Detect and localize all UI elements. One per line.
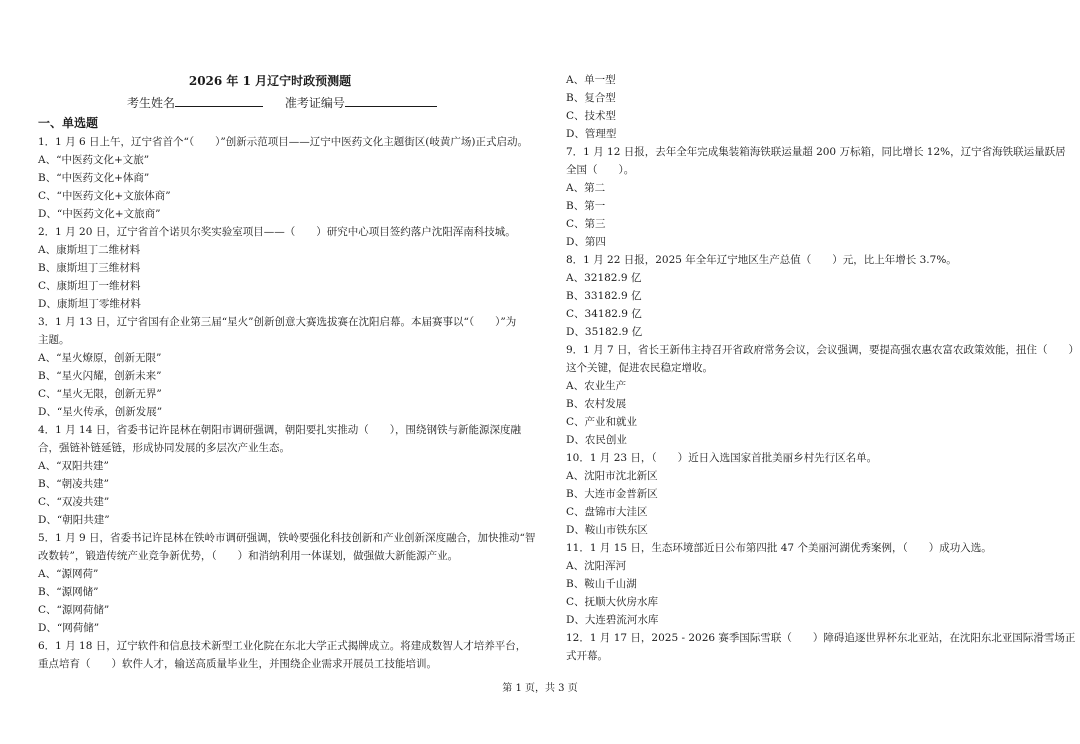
option-b: B、33182.9 亿	[566, 290, 642, 302]
question-stem: 4．1 月 14 日，省委书记许昆林在朝阳市调研强调，朝阳要扎实推动（ ），围绕钢铁与新能源深度融	[38, 424, 521, 436]
option-c: C、“双凌共建”	[38, 496, 110, 508]
option-d: D、大连碧流河水库	[566, 614, 659, 626]
question-stem: 9．1 月 7 日，省长王新伟主持召开省政府常务会议，会议强调，要提高强农惠农富农政策效能，扭住（ ）	[566, 344, 1080, 356]
option-a: A、沈阳浑河	[566, 560, 627, 572]
option-a: A、“源网荷”	[38, 568, 99, 580]
option-c: C、“源网荷储”	[38, 604, 110, 616]
option-b: B、大连市金普新区	[566, 488, 658, 500]
question-stem: 10．1 月 23 日，（ ）近日入选国家首批美丽乡村先行区名单。	[566, 452, 878, 464]
option-c: C、抚顺大伙房水库	[566, 596, 659, 608]
option-a: A、“双阳共建”	[38, 460, 109, 472]
option-a: A、沈阳市沈北新区	[566, 470, 658, 482]
ticket-number-label: 准考证编号	[284, 96, 345, 110]
option-b: B、“中医药文化+体商”	[38, 172, 150, 184]
option-b: B、农村发展	[566, 398, 627, 410]
option-d: D、管理型	[566, 128, 617, 140]
option-c: C、“星火无限，创新无界”	[38, 388, 162, 400]
option-b: B、“朝凌共建”	[38, 478, 109, 490]
option-a: A、“星火燎原，创新无限”	[38, 352, 162, 364]
question-stem-continued: 全国（ ）。	[566, 164, 635, 176]
option-d: D、35182.9 亿	[566, 326, 643, 338]
option-b: B、鞍山千山湖	[566, 578, 637, 590]
option-d: D、“朝阳共建”	[38, 514, 110, 526]
question-stem-continued: 这个关键，促进农民稳定增收。	[566, 362, 713, 374]
question-stem: 2．1 月 20 日，辽宁省首个诺贝尔奖实验室项目——（ ）研究中心项目签约落户沈阳浑南科技城。	[38, 226, 516, 238]
option-a: A、康斯坦丁二维材料	[38, 244, 141, 256]
option-a: A、单一型	[566, 74, 616, 86]
question-stem: 7．1 月 12 日报，去年全年完成集装箱海铁联运量超 200 万标箱，同比增长 12%，辽宁省海铁联运量跃居	[566, 146, 1066, 158]
option-d: D、第四	[566, 236, 606, 248]
question-stem: 11．1 月 15 日，生态环境部近日公布第四批 47 个美丽河湖优秀案例，（ ）成功入选。	[566, 542, 992, 554]
option-c: C、产业和就业	[566, 416, 638, 428]
question-stem: 3．1 月 13 日，辽宁省国有企业第三届“星火”创新创意大赛选拔赛在沈阳启幕。本届赛事以“（ ）”为	[38, 316, 517, 328]
option-c: C、盘锦市大洼区	[566, 506, 648, 518]
question-stem-continued: 重点培育（ ）软件人才，输送高质量毕业生，并围绕企业需求开展员工技能培训。	[38, 658, 437, 670]
option-d: D、“网荷储”	[38, 622, 100, 634]
option-a: A、第二	[566, 182, 606, 194]
option-c: C、34182.9 亿	[566, 308, 642, 320]
option-b: B、“源网储”	[38, 586, 99, 598]
question-stem-continued: 改数转”，锻造传统产业竞争新优势，（ ）和消纳利用一体谋划，做强做大新能源产业。	[38, 550, 459, 562]
option-b: B、复合型	[566, 92, 616, 104]
examinee-info	[127, 93, 437, 112]
option-c: C、技术型	[566, 110, 617, 122]
option-d: D、“星火传承，创新发展”	[38, 406, 163, 418]
option-c: C、第三	[566, 218, 606, 230]
option-c: C、“中医药文化+文旅体商”	[38, 190, 171, 202]
page-footer: 第 1 页，共 3 页	[502, 683, 578, 694]
question-stem: 6．1 月 18 日，辽宁软件和信息技术新型工业化院在东北大学正式揭牌成立。将建成数智人才培养平台，	[38, 640, 527, 652]
option-a: A、32182.9 亿	[566, 272, 642, 284]
option-a: A、“中医药文化+文旅”	[38, 154, 150, 166]
option-b: B、康斯坦丁三维材料	[38, 262, 141, 274]
examinee-name-blank	[175, 93, 263, 107]
option-d: D、康斯坦丁零维材料	[38, 298, 141, 310]
option-b: B、第一	[566, 200, 606, 212]
question-stem: 8．1 月 22 日报，2025 年全年辽宁地区生产总值（ ）元，比上年增长 3.7%。	[566, 254, 957, 266]
question-stem: 12．1 月 17 日，2025 - 2026 赛季国际雪联（ ）障碍追逐世界杯东北亚站，在沈阳东北亚国际滑雪场正	[566, 632, 1076, 644]
ticket-number-blank	[345, 93, 437, 107]
option-b: B、“星火闪耀，创新未来”	[38, 370, 162, 382]
option-c: C、康斯坦丁一维材料	[38, 280, 141, 292]
question-stem: 5．1 月 9 日，省委书记许昆林在铁岭市调研强调，铁岭要强化科技创新和产业创新深度融合，加快推动“智	[38, 532, 536, 544]
question-stem-continued: 主题。	[38, 334, 70, 346]
question-stem: 1．1 月 6 日上午，辽宁省首个“（ ）”创新示范项目——辽宁中医药文化主题街区(岐黄广场)正式启动。	[38, 136, 528, 148]
option-a: A、农业生产	[566, 380, 627, 392]
option-d: D、“中医药文化+文旅商”	[38, 208, 161, 220]
examinee-name-label: 考生姓名	[127, 96, 176, 110]
question-stem-continued: 合，强链补链延链，形成协同发展的多层次产业生态。	[38, 442, 290, 454]
section-heading: 一、单选题	[38, 116, 99, 130]
question-stem-continued: 式开幕。	[566, 650, 608, 662]
page-title: 2026 年 1 月辽宁时政预测题	[188, 74, 352, 88]
option-d: D、农民创业	[566, 434, 627, 446]
option-d: D、鞍山市铁东区	[566, 524, 648, 536]
